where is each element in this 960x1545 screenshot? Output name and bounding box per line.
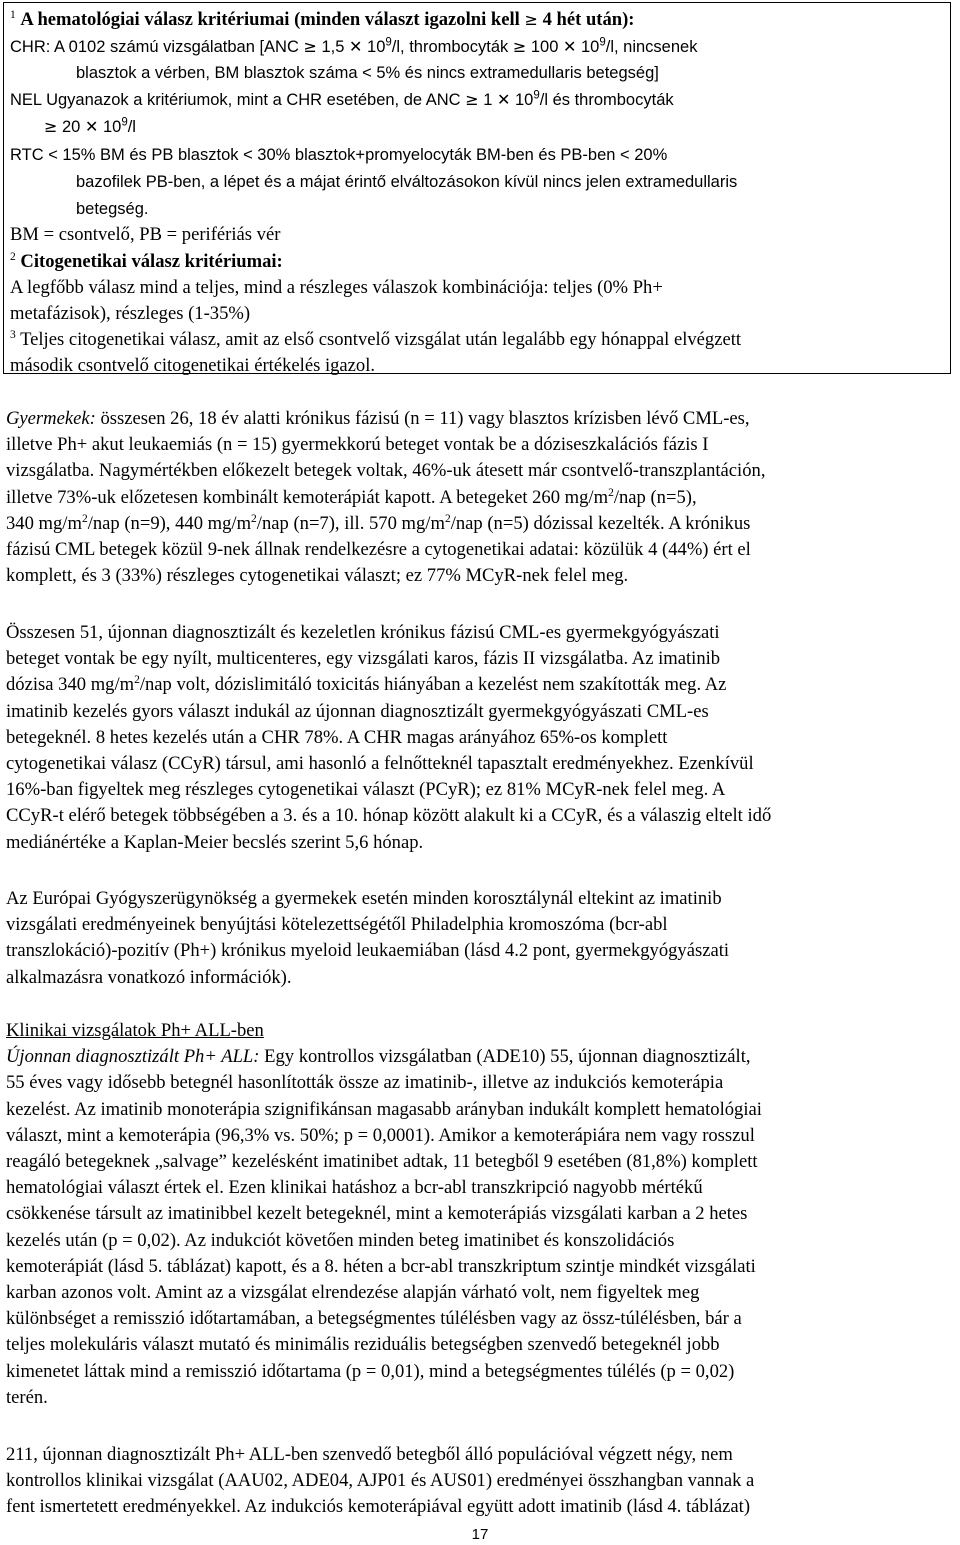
section-lead: Újonnan diagnosztizált Ph+ ALL: [6, 1046, 260, 1068]
paragraph-line: különbséget a remisszió időtartamában, a betegségmentes túlélésben vagy az össz-túlélésben, bár a [6, 1308, 742, 1330]
rtc-criteria-line-2: bazofilek PB-ben, a lépet és a májat érintő elváltozásokon kívül nincs jelen extramedullaris [76, 173, 738, 191]
paragraph-children [6, 406, 950, 589]
nel-criteria-line: NEL Ugyanazok a kritériumok, mint a CHR esetében, de ANC ≥ 1 ✕ $10^9/l$ és thrombocyták [10, 89, 674, 109]
paragraph-line: transzlokáció)-pozitív (Ph+) krónikus myeloid leukaemiában (lásd 4.2 pont, gyermekgyógyászati [6, 940, 730, 962]
rtc-criteria-line-3: betegség. [76, 200, 149, 218]
paragraph-line: kontrollos klinikai vizsgálat (AAU02, ADE04, AJP01 és AUS01) eredményei összhangban vannak a [6, 1470, 755, 1492]
page-number: 17 [471, 1526, 489, 1543]
paragraph-line: hematológiai választ értek el. Ezen klinikai hatáshoz a bcr-abl transzkripció nagyobb mértékű [6, 1177, 703, 1199]
paragraph-line: Gyermekek: összesen 26, 18 év alatti krónikus fázisú (n = 11) vagy blasztos krízisben lévő CML-es, [6, 408, 750, 429]
greater-equal-icon: ≥ [44, 117, 58, 136]
multiply-icon: ✕ [349, 37, 363, 56]
greater-equal-icon: ≥ [524, 10, 538, 29]
footnote-2-text: A legfőbb válasz mind a teljes, mind a részleges válaszok kombinációja: teljes (0% Ph+ [10, 277, 663, 298]
paragraph-line: alkalmazásra vonatkozó információk). [6, 966, 292, 988]
section-ph-all [6, 1018, 950, 1411]
paragraph-line: illetve 73%-uk előzetesen kombinált kemoterápiát kapott. A betegeket 260 $mg/m^2$/nap (n=5), [6, 486, 697, 508]
paragraph-line: csökkenése társult az imatinibbel kezelt betegeknél, mint a kemoterápiás vizsgálati karban a 2 hetes [6, 1203, 748, 1225]
children-lead: Gyermekek: [6, 408, 96, 429]
paragraph-line: beteget vontak be egy nyílt, multicenteres, egy vizsgálati karos, fázis II vizsgálatba. Az imatinib [6, 648, 721, 670]
abbreviation-line: BM = csontvelő, PB = perifériás vér [10, 224, 281, 245]
paragraph-line: fázisú CML betegek közül 9-nek állnak rendelkezésre a cytogenetikai adatai: közülük 4 (44%) ért el [6, 539, 751, 561]
greater-equal-icon: ≥ [512, 37, 527, 56]
paragraph-line: imatinib kezelés gyors választ indukál az újonnan diagnosztizált gyermekgyógyászati CML-es [6, 700, 709, 722]
paragraph-line: reagáló betegeknek „salvage” kezelésként imatinibet adtak, 11 betegből 9 esetében (81,8%) komplett [6, 1151, 758, 1173]
footnote-3-text: $^3$ Teljes citogenetikai válasz, amit az első csontvelő vizsgálat után legalább egy hónappal elvégzett [10, 328, 742, 350]
paragraph-line: terén. [6, 1386, 48, 1408]
footnote-1-title: $^1$ A hematológiai válasz kritériumai (minden választ igazolni kell ≥ 4 hét után): [10, 8, 635, 30]
paragraph-line: mediánértéke a Kaplan-Meier becslés szerint 5,6 hónap. [6, 831, 424, 853]
paragraph-line: kezelés után (p = 0,02). Az indukciót követően minden beteg imatinibet és konszolidációs [6, 1229, 675, 1251]
paragraph-line: Összesen 51, újonnan diagnosztizált és kezeletlen krónikus fázisú CML-es gyermekgyógyászati [6, 622, 720, 643]
multiply-icon: ✕ [496, 90, 511, 109]
greater-equal-icon: ≥ [303, 37, 317, 56]
footnotes-box [3, 2, 951, 374]
multiply-icon: ✕ [84, 117, 99, 136]
paragraph-cml-study [6, 620, 950, 856]
paragraph-line: betegeknél. 8 hetes kezelés után a CHR 78%. A CHR magas arányához 65%-os komplett [6, 726, 668, 748]
paragraph-line: illetve Ph+ akut leukaemiás (n = 15) gyermekkorú beteget vontak be a dóziseszkalációs fázis I [6, 434, 709, 456]
footnote-3-marker: 3 [10, 328, 16, 341]
paragraph-line: 340 $mg/m^2$/nap (n=9), 440 $mg/m^2$/nap (n=7), ill. 570 $mg/m^2$/nap (n=5) dózissal kezelték. A krónikus [6, 512, 751, 534]
paragraph-ph-all-studies [6, 1442, 950, 1521]
footnote-3-text-2: második csontvelő citogenetikai értékelés igazol. [10, 355, 376, 376]
paragraph-line: 16%-ban figyeltek meg részleges cytogenetikai választ (PCyR); ez 81% MCyR-nek felel meg. A [6, 779, 726, 801]
paragraph-line: vizsgálatba. Nagymértékben előkezelt betegek voltak, 46%-uk átesett már csontvelő-transzplantáción, [6, 460, 766, 482]
paragraph-line: CCyR-t elérő betegek többségében a 3. és a 10. hónap között alakult ki a CCyR, és a válaszig eltelt idő [6, 805, 772, 827]
rtc-criteria-line: RTC < 15% BM és PB blasztok < 30% blasztok+promyelocyták BM-ben és PB-ben < 20% [10, 146, 668, 164]
paragraph-line: Az Európai Gyógyszerügynökség a gyermekek esetén minden korosztálynál eltekint az imatinib [6, 888, 722, 909]
paragraph-line: vizsgálati eredményeinek benyújtási kötelezettségétől Philadelphia kromoszóma (bcr-abl [6, 914, 668, 936]
paragraph-line: kemoterápiát (lásd 5. táblázat) kapott, és a 8. héten a bcr-abl transzkriptum szintje mindkét vizsgálati [6, 1255, 756, 1277]
footnote-1-marker: 1 [10, 8, 16, 21]
nel-criteria-line-2: ≥ 20 ✕ $10^9/l$ [44, 116, 136, 136]
paragraph-ema [6, 886, 950, 991]
paragraph-line: komplett, és 3 (33%) részleges cytogenetikai választ; ez 77% MCyR-nek felel meg. [6, 565, 629, 587]
footnote-2-marker: 2 [10, 250, 16, 263]
paragraph-line: teljes molekuláris választ mutató és minimális reziduális betegségben szenvedő betegeknél jobb [6, 1334, 720, 1356]
paragraph-line: karban azonos volt. Amint az a vizsgálat elrendezése alapján várható volt, nem figyeltek meg [6, 1282, 700, 1304]
paragraph-line: fent ismertetett eredményekkel. Az indukciós kemoterápiával együtt adott imatinib (lásd 4. táblázat) [6, 1496, 751, 1518]
chr-criteria-line-2: blasztok a vérben, BM blasztok száma < 5% és nincs extramedullaris betegség] [76, 64, 659, 82]
chr-criteria-line: CHR: A 0102 számú vizsgálatban [ANC ≥ 1,5 ✕ $10^9/l$, thrombocyták ≥ 100 ✕ $10^9/l$, nincsenek [10, 36, 698, 56]
paragraph-line: kimenetet láttak mind a remisszió időtartama (p = 0,01), mind a betegségmentes túlélés (p = 0,02) [6, 1360, 735, 1382]
paragraph-line: 211, újonnan diagnosztizált Ph+ ALL-ben szenvedő betegből álló populációval végzett négy, nem [6, 1444, 733, 1465]
greater-equal-icon: ≥ [465, 90, 479, 109]
paragraph-line: cytogenetikai válasz (CCyR) társul, ami hasonló a felnőtteknél tapasztalt eredményekhez. Ezenkívül [6, 753, 754, 775]
multiply-icon: ✕ [562, 37, 577, 56]
paragraph-line: kezelést. Az imatinib monoterápia szignifikánsan magasabb arányban indukált komplett hematológiai [6, 1098, 762, 1120]
footnote-2-title: $^2$ Citogenetikai válasz kritériumai: [10, 250, 283, 272]
paragraph-line: 55 éves vagy idősebb betegnél hasonlították össze az imatinib-, illetve az indukciós kemoterápia [6, 1072, 724, 1094]
section-heading: Klinikai vizsgálatok Ph+ ALL-ben [6, 1020, 264, 1041]
footnote-2-text-2: metafázisok), részleges (1-35%) [10, 303, 251, 324]
paragraph-line: választ, mint a kemoterápia (96,3% vs. 50%; p = 0,0001). Amikor a kemoterápiára nem vagy rosszul [6, 1124, 755, 1146]
paragraph-line: Újonnan diagnosztizált Ph+ ALL: Egy kontrollos vizsgálatban (ADE10) 55, újonnan diagnosztizált, [6, 1046, 751, 1068]
paragraph-line: dózisa 340 $mg/m^2$/nap volt, dózislimitáló toxicitás hiányában a kezelést nem szakították meg. Az [6, 674, 727, 696]
